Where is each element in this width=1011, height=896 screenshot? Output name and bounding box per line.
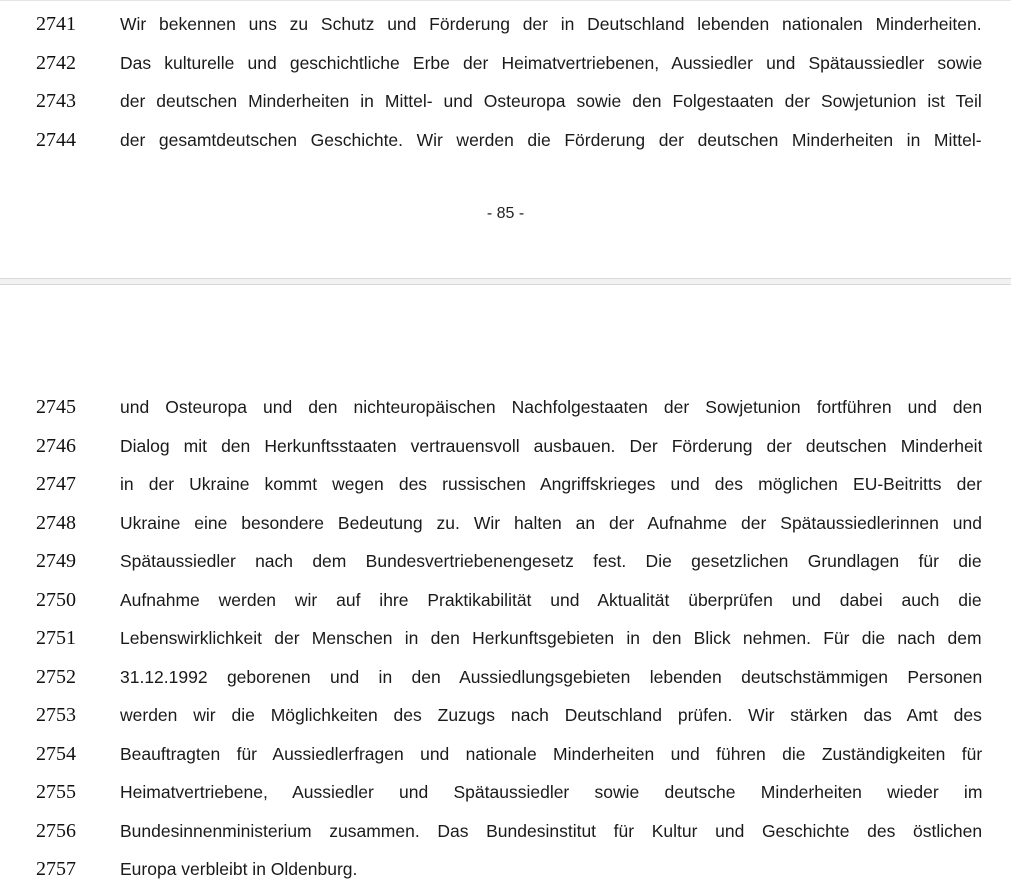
line-number: 2756 xyxy=(36,819,76,842)
line-text: Wir bekennen uns zu Schutz und Förderung der in Deutschland lebenden nationalen Minderheiten. xyxy=(120,14,982,34)
line-text: Bundesinnenministerium zusammen. Das Bundesinstitut für Kultur und Geschichte des östlichen xyxy=(120,820,982,841)
line-number: 2757 xyxy=(36,858,76,880)
numbered-line xyxy=(0,434,1011,473)
document-page-86 xyxy=(0,285,1011,887)
numbered-line xyxy=(0,511,1011,550)
numbered-line xyxy=(0,588,1011,627)
line-text: der deutschen Minderheiten in Mittel- und Osteuropa sowie den Folgestaaten der Sowjetunion ist Teil xyxy=(120,91,982,111)
line-number: 2750 xyxy=(36,588,76,611)
line-text: Spätaussiedler nach dem Bundesvertriebenengesetz fest. Die gesetzlichen Grundlagen für die xyxy=(120,551,982,571)
numbered-line xyxy=(0,89,1011,128)
line-text: werden wir die Möglichkeiten des Zuzugs nach Deutschland prüfen. Wir stärken das Amt des xyxy=(120,705,982,725)
numbered-line xyxy=(0,472,1011,511)
line-text: in der Ukraine kommt wegen des russischen Angriffskrieges und des möglichen EU-Beitritts der xyxy=(120,474,982,494)
line-number: 2743 xyxy=(36,90,76,112)
line-number: 2751 xyxy=(36,627,76,649)
page-number: - 85 - xyxy=(486,205,525,222)
numbered-line xyxy=(0,780,1011,819)
line-number: 2752 xyxy=(36,665,76,688)
line-text: Beauftragten für Aussiedlerfragen und nationale Minderheiten und führen die Zuständigkeiten für xyxy=(120,743,982,764)
line-number: 2744 xyxy=(36,128,76,151)
line-text: Lebenswirklichkeit der Menschen in den Herkunftsgebieten in den Blick nehmen. Für die nach dem xyxy=(120,628,982,648)
line-number: 2741 xyxy=(36,13,76,35)
line-text: Heimatvertriebene, Aussiedler und Spätaussiedler sowie deutsche Minderheiten wieder im xyxy=(120,782,982,802)
line-text: und Osteuropa und den nichteuropäischen Nachfolgestaaten der Sowjetunion fortführen und den xyxy=(120,397,982,417)
text-block-page-86 xyxy=(0,395,1011,896)
line-number: 2747 xyxy=(36,473,76,495)
line-number: 2746 xyxy=(36,434,76,457)
line-text: 31.12.1992 geborenen und in den Aussiedlungsgebieten lebenden deutschstämmigen Personen xyxy=(120,666,982,687)
page-separator xyxy=(0,278,1011,285)
line-number: 2748 xyxy=(36,511,76,534)
line-number: 2754 xyxy=(36,742,76,765)
numbered-line xyxy=(0,819,1011,858)
line-text: der gesamtdeutschen Geschichte. Wir werden die Förderung der deutschen Minderheiten in Mittel- xyxy=(120,129,982,150)
numbered-line xyxy=(0,395,1011,434)
line-number: 2753 xyxy=(36,704,76,726)
line-number: 2742 xyxy=(36,51,76,74)
document-page-85 xyxy=(0,0,1011,278)
numbered-line xyxy=(0,703,1011,742)
numbered-line xyxy=(0,665,1011,704)
line-text: Ukraine eine besondere Bedeutung zu. Wir halten an der Aufnahme der Spätaussiedlerinnen und xyxy=(120,512,982,533)
line-number: 2755 xyxy=(36,781,76,803)
line-text: Dialog mit den Herkunftsstaaten vertrauensvoll ausbauen. Der Förderung der deutschen Minderheit xyxy=(120,435,982,456)
numbered-line xyxy=(0,742,1011,781)
numbered-line xyxy=(0,626,1011,665)
line-number: 2745 xyxy=(36,396,76,418)
numbered-line xyxy=(0,128,1011,167)
line-text: Aufnahme werden wir auf ihre Praktikabilität und Aktualität überprüfen und dabei auch die xyxy=(120,589,982,610)
line-text: Europa verbleibt in Oldenburg. xyxy=(120,859,358,879)
page-top-border xyxy=(0,0,1011,1)
line-text: Das kulturelle und geschichtliche Erbe der Heimatvertriebenen, Aussiedler und Spätaussiedler sowie xyxy=(120,52,982,73)
numbered-line xyxy=(0,51,1011,90)
numbered-line xyxy=(0,549,1011,588)
text-block-page-85 xyxy=(0,12,1011,166)
numbered-line xyxy=(0,12,1011,51)
line-number: 2749 xyxy=(36,550,76,572)
numbered-line xyxy=(0,857,1011,896)
